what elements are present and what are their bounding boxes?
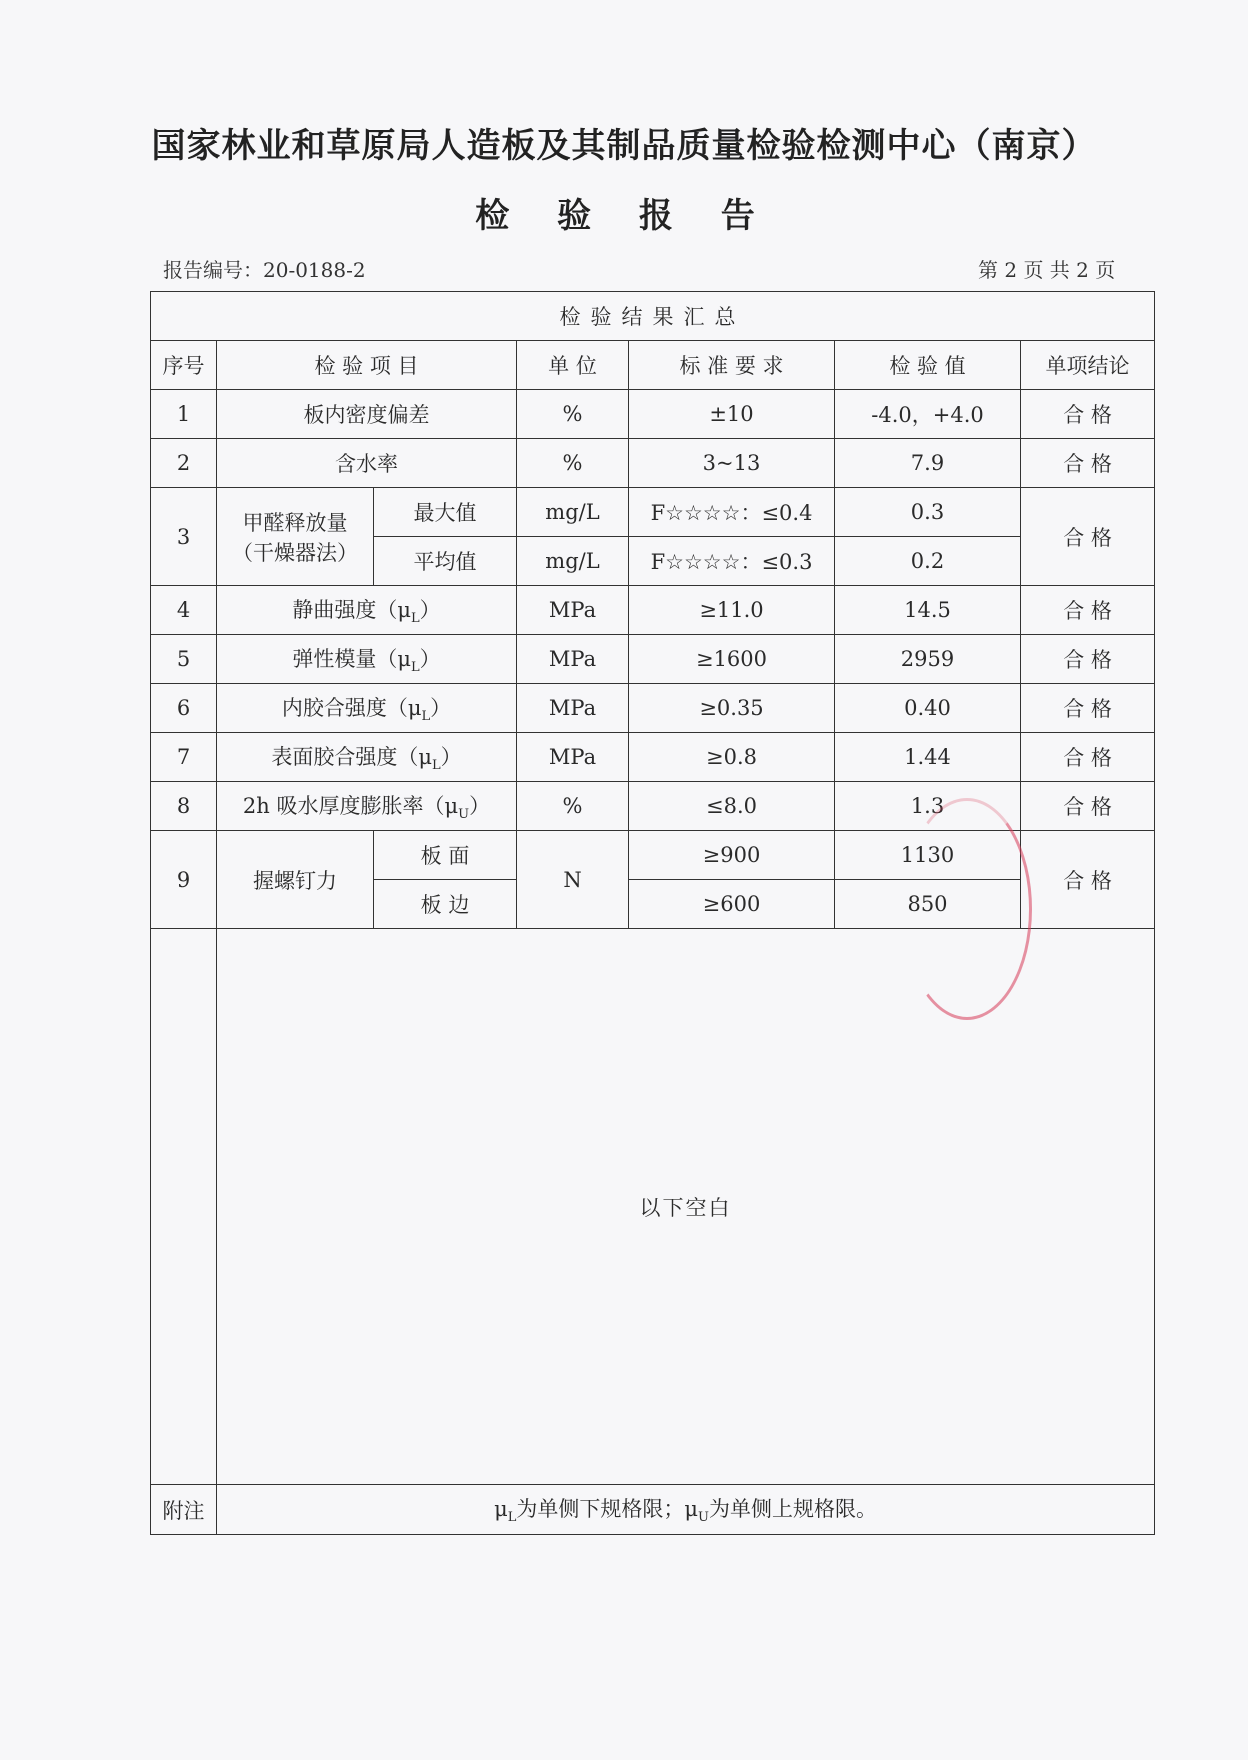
notes-label: 附注 xyxy=(151,1485,217,1535)
row-value: 1.44 xyxy=(835,733,1021,782)
row-item-end: ） xyxy=(469,793,491,818)
row-conclusion: 合 格 xyxy=(1021,586,1155,635)
row-standard: F☆☆☆☆：≤0.3 xyxy=(629,537,835,586)
row-item-end: ） xyxy=(419,597,441,622)
row-item-text: 2h 吸水厚度膨胀率（μ xyxy=(242,793,459,818)
notes-part2: 为单侧上规格限。 xyxy=(709,1497,877,1522)
row-item-subscript: U xyxy=(458,807,470,823)
row-item-text: 弹性模量（μ xyxy=(292,646,411,671)
row-value: 1.3 xyxy=(835,782,1021,831)
row-conclusion: 合 格 xyxy=(1021,635,1155,684)
row-value: 2959 xyxy=(835,635,1021,684)
page-info: 第 2 页 共 2 页 xyxy=(978,258,1116,282)
row-item-text: 静曲强度（μ xyxy=(292,597,411,622)
row-item-end: ） xyxy=(430,695,452,720)
row-unit: N xyxy=(517,831,629,929)
mu-symbol: μ xyxy=(494,1497,508,1522)
mu-symbol: μ xyxy=(684,1497,699,1522)
col-header-standard: 标 准 要 求 xyxy=(629,341,835,390)
sub-item-label: 平均值 xyxy=(374,537,517,586)
row-value: 0.2 xyxy=(835,537,1021,586)
table-row xyxy=(151,684,1155,733)
row-unit: MPa xyxy=(517,684,629,733)
row-unit: % xyxy=(517,782,629,831)
row-item xyxy=(217,488,374,586)
row-value: 14.5 xyxy=(835,586,1021,635)
row-item xyxy=(217,684,517,733)
row-item-subscript: L xyxy=(411,660,420,676)
row-standard: ≥0.35 xyxy=(629,684,835,733)
summary-header-row xyxy=(151,292,1155,341)
col-header-conclusion: 单项结论 xyxy=(1021,341,1155,390)
report-number xyxy=(163,254,366,283)
row-item-method: （干燥器法） xyxy=(232,540,358,565)
subscript-l: L xyxy=(507,1510,517,1526)
row-item xyxy=(217,635,517,684)
row-unit: mg/L xyxy=(517,488,629,537)
row-item-subscript: L xyxy=(432,758,441,774)
row-conclusion: 合 格 xyxy=(1021,733,1155,782)
row-no: 3 xyxy=(151,488,217,586)
red-seal-stamp xyxy=(902,798,1032,1020)
row-standard: F☆☆☆☆：≤0.4 xyxy=(629,488,835,537)
row-no: 6 xyxy=(151,684,217,733)
row-item: 握螺钉力 xyxy=(217,831,374,929)
row-item xyxy=(217,782,517,831)
report-number-label: 报告编号： xyxy=(163,258,263,282)
row-conclusion: 合 格 xyxy=(1021,782,1155,831)
row-item xyxy=(217,733,517,782)
row-no: 8 xyxy=(151,782,217,831)
row-standard: ±10 xyxy=(629,390,835,439)
blank-text: 以下空白 xyxy=(217,929,1155,1485)
blank-area-row xyxy=(151,929,1155,1485)
row-conclusion: 合 格 xyxy=(1021,390,1155,439)
row-no: 4 xyxy=(151,586,217,635)
row-value: 0.40 xyxy=(835,684,1021,733)
row-conclusion: 合 格 xyxy=(1021,684,1155,733)
notes-row xyxy=(151,1485,1155,1535)
row-item xyxy=(217,586,517,635)
row-item-text: 表面胶合强度（μ xyxy=(271,744,432,769)
report-number-value: 20-0188-2 xyxy=(263,258,366,282)
row-item-text: 内胶合强度（μ xyxy=(281,695,422,720)
row-unit: % xyxy=(517,439,629,488)
row-item-subscript: L xyxy=(421,709,431,725)
table-row xyxy=(151,733,1155,782)
summary-title: 检验结果汇总 xyxy=(151,292,1155,341)
row-no: 5 xyxy=(151,635,217,684)
row-conclusion: 合 格 xyxy=(1021,439,1155,488)
table-row xyxy=(151,635,1155,684)
row-value: 1130 xyxy=(835,831,1021,880)
row-no: 9 xyxy=(151,831,217,929)
row-no: 7 xyxy=(151,733,217,782)
row-no: 1 xyxy=(151,390,217,439)
table-row xyxy=(151,439,1155,488)
row-standard: ≥600 xyxy=(629,880,835,929)
row-item-end: ） xyxy=(419,646,441,671)
row-item-name: 甲醛释放量 xyxy=(242,510,348,535)
col-header-item: 检 验 项 目 xyxy=(217,341,517,390)
row-conclusion: 合 格 xyxy=(1021,488,1155,586)
row-value: 7.9 xyxy=(835,439,1021,488)
row-unit: MPa xyxy=(517,586,629,635)
row-standard: ≥900 xyxy=(629,831,835,880)
row-item-subscript: L xyxy=(411,611,420,627)
col-header-no: 序号 xyxy=(151,341,217,390)
row-value: 0.3 xyxy=(835,488,1021,537)
table-row xyxy=(151,586,1155,635)
row-item-end: ） xyxy=(440,744,462,769)
row-value: -4.0，+4.0 xyxy=(835,390,1021,439)
row-standard: ≥1600 xyxy=(629,635,835,684)
col-header-unit: 单 位 xyxy=(517,341,629,390)
report-title: 检 验 报 告 xyxy=(475,196,773,236)
row-conclusion: 合 格 xyxy=(1021,831,1155,929)
row-unit: MPa xyxy=(517,635,629,684)
sub-item-label: 板 边 xyxy=(374,880,517,929)
row-unit: % xyxy=(517,390,629,439)
blank-number-cell xyxy=(151,929,217,1485)
sub-item-label: 最大值 xyxy=(374,488,517,537)
row-no: 2 xyxy=(151,439,217,488)
row-standard: ≥0.8 xyxy=(629,733,835,782)
col-header-value: 检 验 值 xyxy=(835,341,1021,390)
subscript-u: U xyxy=(698,1510,709,1526)
sub-item-label: 板 面 xyxy=(374,831,517,880)
row-item: 含水率 xyxy=(217,439,517,488)
organization-name: 国家林业和草原局人造板及其制品质量检验检测中心（南京） xyxy=(151,126,1097,166)
table-row xyxy=(151,390,1155,439)
notes-text xyxy=(217,1485,1155,1535)
row-value: 850 xyxy=(835,880,1021,929)
row-standard: 3~13 xyxy=(629,439,835,488)
table-row xyxy=(151,488,1155,537)
row-standard: ≥11.0 xyxy=(629,586,835,635)
column-header-row xyxy=(151,341,1155,390)
notes-part1: 为单侧下规格限； xyxy=(516,1497,685,1522)
row-standard: ≤8.0 xyxy=(629,782,835,831)
row-unit: mg/L xyxy=(517,537,629,586)
row-unit: MPa xyxy=(517,733,629,782)
row-item: 板内密度偏差 xyxy=(217,390,517,439)
